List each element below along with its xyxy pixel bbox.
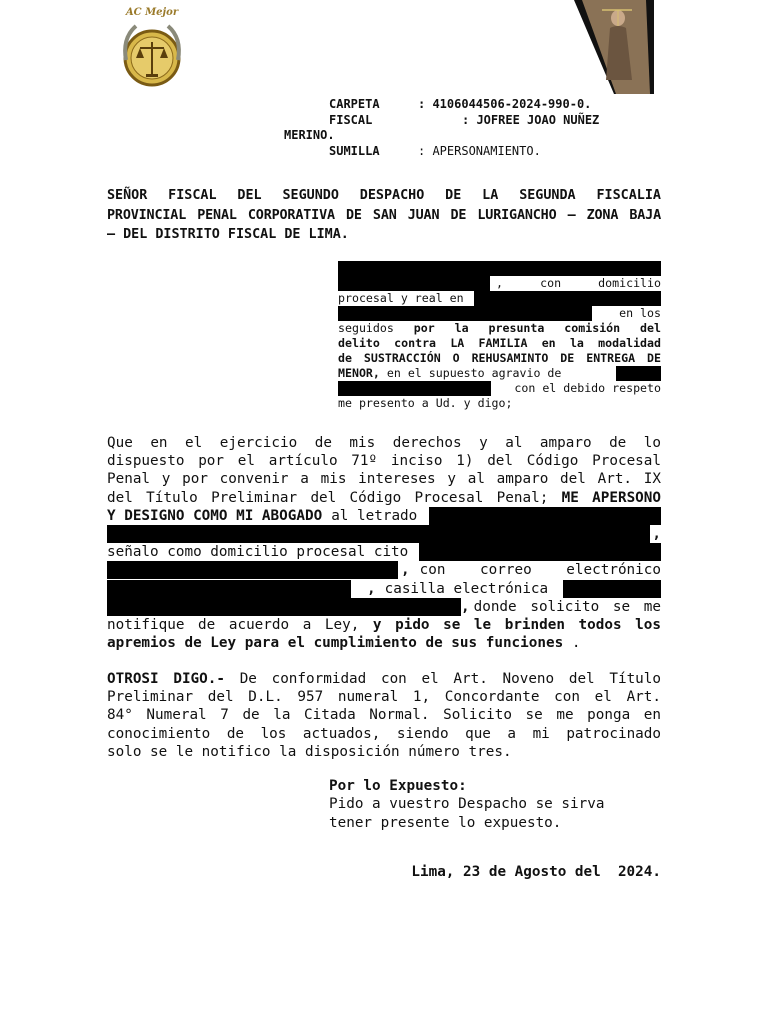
ident-text: con el debido respeto: [514, 381, 661, 395]
body-line-12: [107, 634, 661, 652]
sumilla-value: : APERSONAMIENTO.: [418, 144, 541, 158]
body-text: al letrado: [331, 507, 418, 524]
body-text-bold: apremios de Ley para el cumplimiento de sus funciones: [107, 635, 564, 652]
closing-line-1: Pido a vuestro Despacho se sirva: [329, 796, 605, 813]
body-line-5: [107, 507, 661, 525]
body-text: ,: [461, 598, 470, 615]
ident-line-10: me presento a Ud. y digo;: [338, 396, 513, 410]
identification-block: [338, 261, 661, 411]
redacted-victim: [616, 366, 661, 381]
otrosi-line-4: conocimiento de los actuados, siendo que a mi patrocinado: [107, 725, 661, 742]
ident-line-4: [338, 306, 661, 321]
ident-text-bold: por la presunta comisión del: [413, 321, 661, 335]
fiscal-value-cont: MERINO.: [284, 128, 335, 142]
ident-text: en los: [619, 306, 661, 320]
redacted-casilla-cont: [107, 598, 461, 616]
logo-caption: AC Mejor: [125, 7, 179, 18]
redacted-address: [474, 291, 661, 306]
otrosi-paragraph: [107, 670, 661, 761]
otrosi-text: De conformidad con el Art. Noveno del Título: [239, 671, 661, 687]
body-line-4: [107, 489, 661, 507]
body-line-3: Penal y por convenir a mis intereses y al amparo del Art. IX: [107, 471, 661, 488]
closing-title: Por lo Expuesto:: [329, 778, 467, 794]
ident-line-2: [338, 276, 661, 291]
body-text: con correo electrónico: [419, 562, 661, 579]
body-line-8: [107, 561, 661, 579]
body-text: ,: [652, 525, 661, 542]
body-line-6: [107, 525, 661, 543]
redacted-name: [338, 261, 661, 276]
body-line-9: [107, 580, 661, 598]
body-text-bold: ME APERSONO: [561, 489, 661, 506]
ident-line-6: delito contra LA FAMILIA en la modalidad: [338, 336, 661, 350]
otrosi-line-5: solo se le notifico la disposición número tres.: [107, 743, 512, 760]
body-text: del Título Preliminar del Código Procesal Penal;: [107, 489, 549, 506]
body-text: ,: [367, 580, 376, 597]
redacted-victim-cont: [338, 381, 491, 396]
body-line-1: Que en el ejercicio de mis derechos y al amparo de lo: [107, 435, 661, 451]
body-text: .: [571, 635, 581, 652]
carpeta-value: : 4106044506-2024-990-0.: [418, 97, 592, 111]
addressee-block: [107, 186, 661, 245]
justice-seal-logo: [112, 4, 192, 96]
signing-date: Lima, 23 de Agosto del 2024.: [411, 864, 661, 880]
redacted-address-cont: [338, 306, 592, 321]
otrosi-line-3: 84° Numeral 7 de la Citada Normal. Solicito se me ponga en: [107, 707, 661, 724]
ident-line-5: [338, 321, 661, 336]
redacted-block: [338, 276, 490, 291]
redacted-casilla: [563, 580, 661, 598]
redacted-lawyer-name-cont: [107, 525, 650, 543]
ident-line-3: [338, 291, 661, 306]
fiscal-label: FISCAL: [329, 113, 373, 127]
ident-line-7: de SUSTRACCIÓN O REHUSAMINTO DE ENTREGA DE: [338, 351, 661, 365]
redacted-email: [107, 580, 351, 598]
otrosi-line-2: Preliminar del D.L. 957 numeral 1, Concordante con el Art.: [107, 689, 661, 706]
sumilla-label: SUMILLA: [329, 144, 380, 158]
otrosi-label: OTROSI DIGO.-: [107, 671, 225, 687]
body-line-11: [107, 616, 661, 634]
redacted-lawyer-name: [429, 507, 661, 525]
otrosi-line-1: [107, 670, 661, 688]
ident-line-8: [338, 366, 661, 381]
carpeta-label: CARPETA: [329, 97, 380, 111]
body-text: notifique de acuerdo a Ley,: [107, 616, 360, 633]
lady-justice-image: [574, 0, 654, 94]
body-text: señalo como domicilio procesal cito: [107, 544, 409, 561]
addressee-line-2: PROVINCIAL PENAL CORPORATIVA DE SAN JUAN DE LURIGANCHO – ZONA BAJA: [107, 207, 661, 223]
closing-line-2: tener presente lo expuesto.: [329, 814, 562, 831]
main-paragraph: [107, 434, 661, 652]
closing-block: [329, 777, 659, 832]
redacted-domicile: [419, 543, 661, 561]
ident-text: , con domicilio: [496, 276, 661, 290]
body-text-bold: Y DESIGNO COMO MI ABOGADO: [107, 507, 323, 524]
body-text: casilla electrónica: [384, 580, 549, 597]
body-line-10: [107, 598, 661, 616]
redacted-domicile-cont: [107, 561, 398, 579]
body-line-2: dispuesto por el artículo 71º inciso 1) del Código Procesal: [107, 453, 661, 470]
body-text: ,: [401, 562, 410, 579]
ident-text-bold: MENOR,: [338, 366, 380, 380]
addressee-line-1: SEÑOR FISCAL DEL SEGUNDO DESPACHO DE LA SEGUNDA FISCALIA: [107, 188, 661, 203]
ident-text: procesal y real en: [338, 291, 464, 305]
ident-line-9: [338, 381, 661, 396]
fiscal-value: : JOFREE JOAO NUÑEZ: [462, 113, 600, 127]
body-text-bold: y pido se le brinden todos los: [372, 616, 661, 633]
body-line-7: [107, 543, 661, 561]
body-text: donde solicito se me: [473, 598, 661, 615]
addressee-line-3: – DEL DISTRITO FISCAL DE LIMA.: [107, 227, 349, 242]
ident-text: en el supuesto agravio de: [386, 366, 562, 380]
ident-text: seguidos: [338, 321, 394, 335]
